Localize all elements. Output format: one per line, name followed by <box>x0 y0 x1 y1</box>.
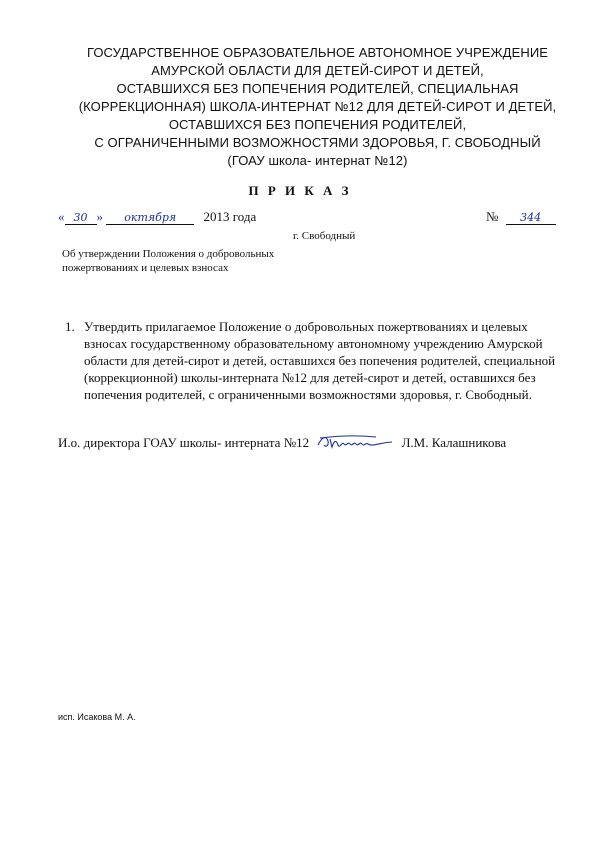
header-line: С ОГРАНИЧЕННЫМИ ВОЗМОЖНОСТЯМИ ЗДОРОВЬЯ, Г. СВОБОДНЫЙ <box>94 135 541 150</box>
document-title: П Р И К А З <box>248 183 352 198</box>
order-subject <box>62 247 332 275</box>
signature-block <box>58 433 506 451</box>
item-text: Утвердить прилагаемое Положение о добровольных пожертвованиях и целевых взносах государственному образовательному автономному учреждению Амурской области для детей-сирот и детей, оставшихся без попечения родителей, специальной (коррекционной) школы-интерната №12 для детей-сирот и детей, оставшихся без попечения родителей, с ограниченными возможностями здоровья, г. Свободный. <box>84 319 556 402</box>
signatory-position: И.о. директора ГОАУ школы- интерната №12 <box>58 435 310 450</box>
date-month: октября <box>106 211 194 225</box>
order-number-value: 344 <box>506 211 556 225</box>
order-date <box>58 209 256 225</box>
handwritten-signature <box>316 433 394 451</box>
header-line: (КОРРЕКЦИОННАЯ) ШКОЛА-ИНТЕРНАТ №12 ДЛЯ ДЕТЕЙ-СИРОТ И ДЕТЕЙ, <box>78 99 557 114</box>
date-open-quote: « <box>58 209 65 224</box>
order-items <box>65 318 574 403</box>
header-line: ОСТАВШИХСЯ БЕЗ ПОПЕЧЕНИЯ РОДИТЕЛЕЙ, <box>168 117 467 132</box>
date-close-quote: » <box>96 209 103 224</box>
organization-header <box>40 44 595 170</box>
header-line: ОСТАВШИХСЯ БЕЗ ПОПЕЧЕНИЯ РОДИТЕЛЕЙ, СПЕЦИАЛЬНАЯ <box>116 81 519 96</box>
order-number-label: № <box>486 209 499 224</box>
item-number: 1. <box>65 319 75 334</box>
subject-line: пожертвованиях и целевых взносах <box>62 262 229 274</box>
header-line: ГОСУДАРСТВЕННОЕ ОБРАЗОВАТЕЛЬНОЕ АВТОНОМНОЕ УЧРЕЖДЕНИЕ <box>86 45 549 60</box>
city-label: г. Свободный <box>293 230 356 242</box>
date-year: 2013 года <box>203 209 257 224</box>
subject-line: Об утверждении Положения о добровольных <box>62 248 275 260</box>
date-day: 30 <box>65 211 97 225</box>
executor-note: исп. Исакова М. А. <box>58 712 136 722</box>
order-number <box>486 209 556 225</box>
signatory-name: Л.М. Калашникова <box>401 435 507 450</box>
header-line: АМУРСКОЙ ОБЛАСТИ ДЛЯ ДЕТЕЙ-СИРОТ И ДЕТЕЙ, <box>151 63 484 78</box>
header-line: (ГОАУ школа- интернат №12) <box>227 153 408 168</box>
